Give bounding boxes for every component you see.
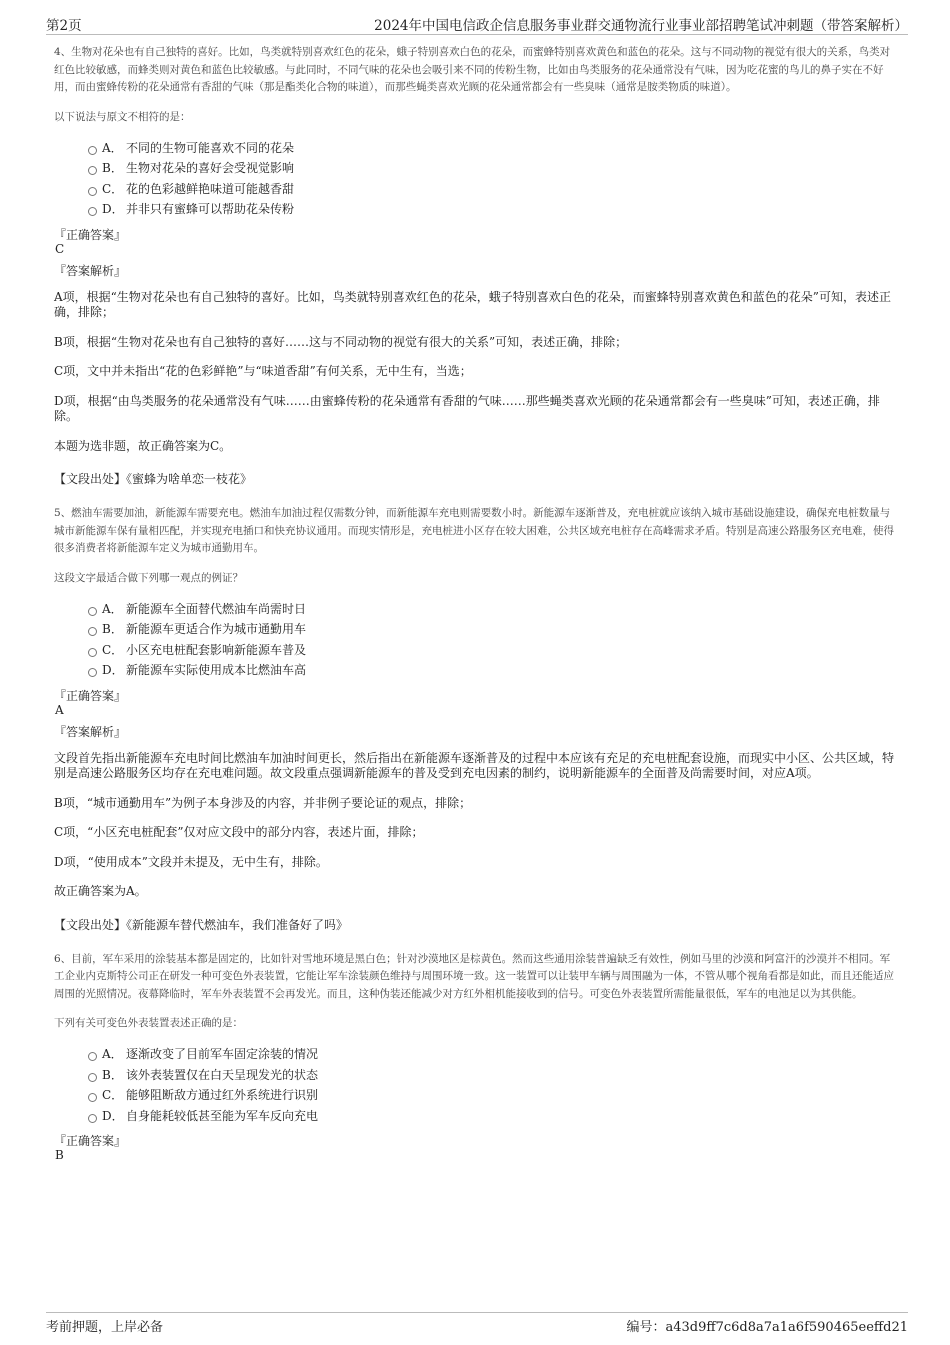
explanation-paragraph: 故正确答案为A。 (54, 884, 147, 898)
radio-icon[interactable] (88, 187, 97, 196)
explanation-paragraph: 文段首先指出新能源车充电时间比燃油车加油时间更长，然后指出在新能源车逐渐普及的过程中本应该有充足的充电桩配套设施，而现实中小区、公共区域，特别是高速公路服务区均存在充电难问题。故文段重点强调新能源车的普及受到充电因素的制约，说明新能源车的全面普及尚需要时间，对应A项。 (54, 750, 895, 780)
radio-icon[interactable] (88, 668, 97, 677)
answer-value: B (55, 1148, 64, 1162)
explanation-paragraph: 本题为选非题，故正确答案为C。 (54, 438, 232, 453)
option-c[interactable]: C． 能够阻断敌方通过红外系统进行识别 (88, 1085, 900, 1106)
radio-icon[interactable] (88, 1073, 97, 1082)
footer-slogan: 考前押题，上岸必备 (46, 1320, 164, 1335)
radio-icon[interactable] (88, 607, 97, 616)
explanation-paragraph: C项，文中并未指出“花的色彩鲜艳”与“味道香甜”有何关系，无中生有，当选； (54, 364, 472, 378)
question-prompt: 以下说法与原文不相符的是： (54, 110, 191, 123)
page-header (46, 12, 908, 35)
options-list (88, 599, 900, 681)
option-d[interactable]: D． 自身能耗较低甚至能为军车反向充电 (88, 1106, 900, 1127)
radio-icon[interactable] (88, 1114, 97, 1123)
option-d[interactable]: D． 新能源车实际使用成本比燃油车高 (88, 660, 900, 681)
option-b[interactable]: B． 新能源车更适合作为城市通勤用车 (88, 619, 900, 640)
answer-value: C (55, 241, 65, 256)
question-stem: 4、生物对花朵也有自己独特的喜好。比如，鸟类就特别喜欢红色的花朵，蛾子特别喜欢白色的花朵，而蜜蜂特别喜欢黄色和蓝色的花朵。这与不同动物的视觉有很大的关系，鸟类对红色比较敏感，而蜂类则对黄色和蓝色比较敏感。与此同时，不同气味的花朵也会吸引来不同的传粉生物，比如由鸟类服务的花朵通常没有气味，因为吃花蜜的鸟儿的鼻子实在不好用，而由蜜蜂传粉的花朵通常有香甜的气味（那是酯类化合物的味道），而那些蝇类喜欢光顾的花朵通常都会有一些臭味（通常是胺类物质的味道）。 (54, 46, 891, 93)
radio-icon[interactable] (88, 627, 97, 636)
radio-icon[interactable] (88, 207, 97, 216)
page-number: 第2页 (46, 18, 82, 34)
explanation-paragraph: C项，“小区充电桩配套”仅对应文段中的部分内容，表述片面，排除； (54, 825, 424, 839)
question-stem: 6、目前，军车采用的涂装基本都是固定的，比如针对雪地环境是黑白色；针对沙漠地区是棕黄色。然而这些通用涂装普遍缺乏有效性，例如马里的沙漠和阿富汗的沙漠并不相同。军工企业内克斯特公司正在研发一种可变色外表装置，它能让军车涂装颜色维持与周围环境一致。这一装置可以让装甲车辆与周围融为一体，不管从哪个视角看都是如此，而且还能适应周围的光照情况。夜幕降临时，军车外表装置不会再发光。而且，这种伪装还能减少对方红外相机能接收到的信号。可变色外表装置所需能量很低，军车的电池足以为其供能。 (54, 952, 894, 1000)
question-prompt: 下列有关可变色外表装置表述正确的是： (54, 1017, 243, 1029)
document-title: 2024年中国电信政企信息服务事业群交通物流行业事业部招聘笔试冲刺题（带答案解析） (374, 18, 908, 34)
explanation-paragraph: A项，根据“生物对花朵也有自己独特的喜好。比如，鸟类就特别喜欢红色的花朵，蛾子特别喜欢白色的花朵，而蜜蜂特别喜欢黄色和蓝色的花朵”可知，表述正确，排除； (54, 289, 891, 319)
document-id: 编号：a43d9ff7c6d8a7a1a6f590465eeffd21 (626, 1320, 908, 1335)
answer-label: 『正确答案』 (54, 1134, 127, 1148)
answer-label: 『正确答案』 (54, 688, 127, 703)
explanation-paragraph: D项，根据“由鸟类服务的花朵通常没有气味……由蜜蜂传粉的花朵通常有香甜的气味……那些蝇类喜欢光顾的花朵通常都会有一些臭味”可知，表述正确，排除。 (54, 393, 880, 423)
text-source: 【文段出处】《新能源车替代燃油车，我们准备好了吗》 (54, 917, 349, 932)
answer-value: A (55, 702, 64, 717)
option-b[interactable]: B． 生物对花朵的喜好会受视觉影响 (88, 158, 900, 179)
radio-icon[interactable] (88, 146, 97, 155)
option-c[interactable]: C． 小区充电桩配套影响新能源车普及 (88, 640, 900, 661)
question-prompt: 这段文字最适合做下列哪一观点的例证？ (54, 571, 243, 584)
option-a[interactable]: A． 不同的生物可能喜欢不同的花朵 (88, 138, 900, 159)
options-list (88, 138, 900, 220)
text-source: 【文段出处】《蜜蜂为啥单恋一枝花》 (54, 472, 253, 486)
question-stem: 5、燃油车需要加油，新能源车需要充电。燃油车加油过程仅需数分钟，而新能源车充电则需要数小时。新能源车逐渐普及，充电桩就应该纳入城市基础设施建设，确保充电桩数量与城市新能源车保有量相匹配，并实现充电插口和快充协议通用。而现实情形是，充电桩进小区存在较大困难，公共区域充电桩存在高峰需求矛盾。特别是高速公路服务区充电难，使得很多消费者将新能源车定义为城市通勤用车。 (54, 507, 894, 554)
option-a[interactable]: A． 新能源车全面替代燃油车尚需时日 (88, 599, 900, 620)
option-b[interactable]: B． 该外表装置仅在白天呈现发光的状态 (88, 1065, 900, 1086)
radio-icon[interactable] (88, 1052, 97, 1061)
question-block-5 (54, 505, 900, 933)
option-d[interactable]: D． 并非只有蜜蜂可以帮助花朵传粉 (88, 199, 900, 220)
explanation-label: 『答案解析』 (54, 724, 127, 739)
explanation-paragraph: B项，根据“生物对花朵也有自己独特的喜好……这与不同动物的视觉有很大的关系”可知，表述正确，排除； (54, 334, 628, 349)
explanation-paragraph: D项，“使用成本”文段并未提及，无中生有，排除。 (54, 854, 328, 869)
question-block-6 (54, 951, 900, 1163)
option-c[interactable]: C． 花的色彩越鲜艳味道可能越香甜 (88, 179, 900, 200)
option-a[interactable]: A． 逐渐改变了目前军车固定涂装的情况 (88, 1044, 900, 1065)
explanation-label: 『答案解析』 (54, 263, 127, 278)
explanation-paragraph: B项，“城市通勤用车”为例子本身涉及的内容，并非例子要论证的观点，排除； (54, 795, 472, 810)
document-body (54, 44, 900, 1162)
radio-icon[interactable] (88, 1093, 97, 1102)
radio-icon[interactable] (88, 166, 97, 175)
options-list (88, 1044, 900, 1126)
page-footer (46, 1312, 908, 1335)
question-block-4 (54, 44, 900, 487)
radio-icon[interactable] (88, 648, 97, 657)
answer-label: 『正确答案』 (54, 227, 127, 242)
